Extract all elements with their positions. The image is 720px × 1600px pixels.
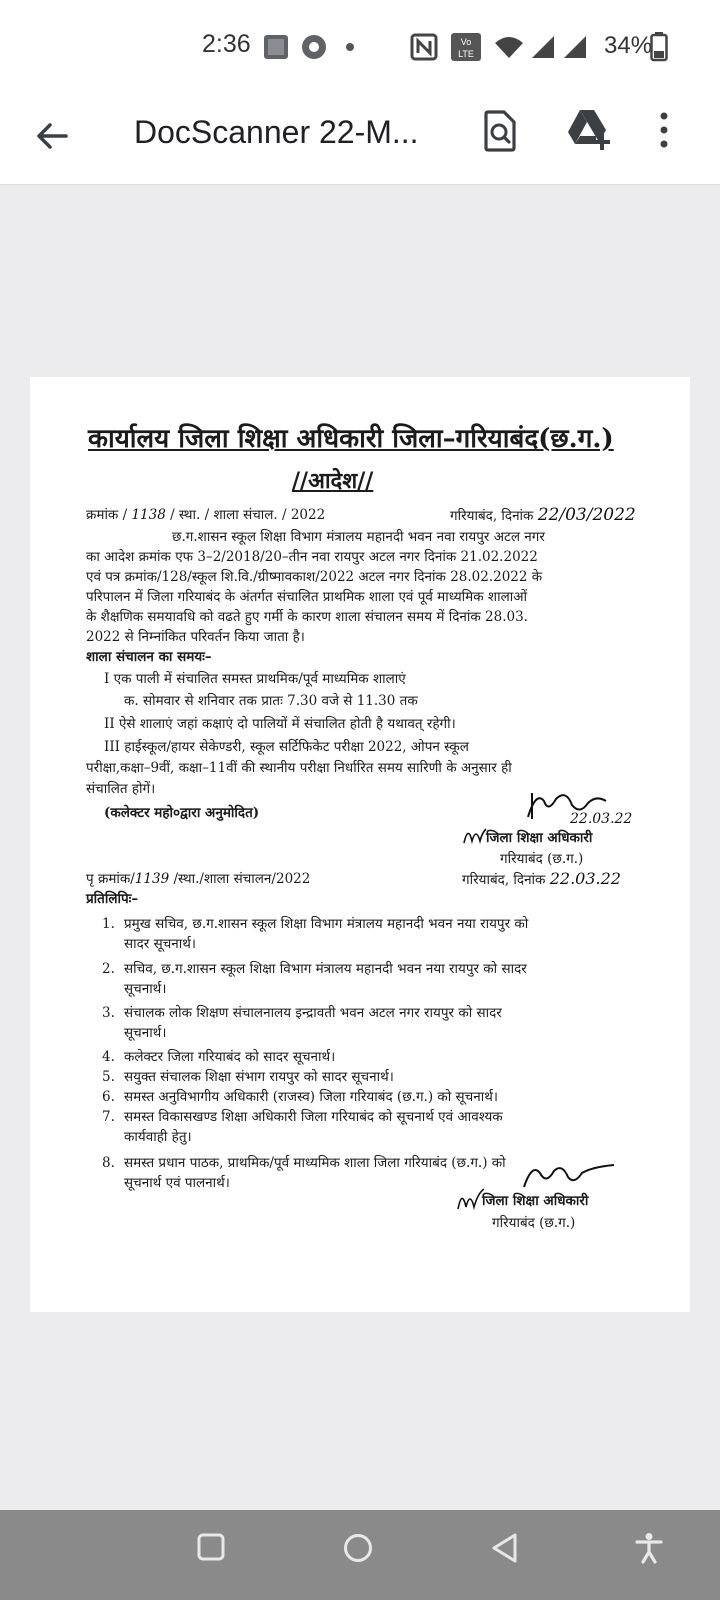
- order-number-handwritten: 1138: [131, 507, 166, 523]
- status-bar: [0, 0, 720, 96]
- timing-point-1: I एक पाली में संचालित समस्त प्राथमिक/पूर्व माध्यमिक शालाएं: [104, 671, 406, 687]
- copy-item-8-number: 8.: [102, 1155, 115, 1171]
- copy-item-2-line-2: सूचनार्थ।: [124, 981, 167, 997]
- timing-point-3-line-1: III हाईस्कूल/हायर सेकेण्डरी, स्कूल सर्टिफिकेट परीक्षा 2022, ओपन स्कूल: [104, 739, 469, 755]
- copy-item-1-number: 1.: [102, 916, 115, 932]
- copy-item-5-line-1: सयुक्त संचालक शिक्षा संभाग रायपुर को सादर सूचनार्थ।: [124, 1069, 394, 1085]
- svg-text:LTE: LTE: [458, 49, 474, 59]
- signature-2-title: जिला शिक्षा अधिकारी: [482, 1193, 589, 1209]
- status-time: 2:36: [202, 30, 251, 58]
- para-line-2: का आदेश क्रमांक एफ 3–2/2018/20–तीन नवा रायपुर अटल नगर दिनांक 21.02.2022: [86, 549, 538, 565]
- timing-heading: शाला संचालन का समयः–: [86, 649, 212, 665]
- timing-point-1a: क. सोमवार से शनिवार तक प्रातः 7.30 वजे से 11.30 तक: [124, 693, 418, 709]
- gallery-notification-icon: [262, 33, 290, 61]
- para-line-5: के शैक्षणिक समयावधि को वढते हुए गर्मी के कारण शाला संचालन समय में दिनांक 28.03.: [86, 609, 528, 625]
- system-navigation-bar: [0, 1510, 720, 1600]
- copy-item-5-number: 5.: [102, 1069, 115, 1085]
- para-line-3: एवं पत्र क्रमांक/128/स्कूल शि.वि./ग्रीष्मावकाश/2022 अटल नगर दिनांक 28.02.2022 के: [86, 569, 543, 585]
- document-page: [30, 377, 690, 1312]
- collector-approval-note: (कलेक्टर महो०द्वारा अनुमोदित): [104, 805, 260, 821]
- copy-date-line: [462, 869, 621, 888]
- copy-item-3-line-2: सूचनार्थ।: [124, 1025, 167, 1041]
- svg-text:Vo: Vo: [460, 37, 472, 47]
- copy-item-4-number: 4.: [102, 1049, 115, 1065]
- copy-item-8-line-1: समस्त प्रधान पाठक, प्राथमिक/पूर्व माध्यमिक शाला जिला गरियाबंद (छ.ग.) को: [124, 1155, 506, 1171]
- copy-date-handwritten: 22.03.22: [549, 869, 621, 888]
- document-subheading: //आदेश//: [292, 468, 374, 494]
- signature-1-title: जिला शिक्षा अधिकारी: [486, 830, 593, 846]
- signature-1-place: गरियाबंद (छ.ग.): [500, 851, 584, 867]
- copy-item-1-line-2: सादर सूचनार्थ।: [124, 936, 197, 952]
- battery-percent: 34%: [604, 32, 653, 59]
- app-toolbar: [0, 96, 720, 185]
- nfc-icon: [410, 33, 438, 61]
- battery-icon: [650, 32, 668, 62]
- order-number-label: क्रमांक /: [86, 507, 132, 523]
- copy-number-label: पृ क्रमांक/: [86, 871, 135, 887]
- copy-item-3-line-1: संचालक लोक शिक्षण संचालनालय इन्द्रावती भवन अटल नगर रायपुर को सादर: [124, 1005, 502, 1021]
- more-options-icon[interactable]: [656, 110, 672, 150]
- para-line-1: छ.ग.शासन स्कूल शिक्षा विभाग मंत्रालय महानदी भवन नवा रायपुर अटल नगर: [172, 529, 545, 545]
- find-in-document-icon[interactable]: [482, 110, 518, 152]
- signal-icon-2: [562, 34, 588, 60]
- para-line-6: 2022 से निम्नांकित परिवर्तन किया जाता है।: [86, 629, 305, 645]
- copy-item-2-line-1: सचिव, छ.ग.शासन स्कूल शिक्षा विभाग मंत्रालय महानदी भवन नया रायपुर को सादर: [124, 961, 527, 977]
- copy-item-6-number: 6.: [102, 1089, 115, 1105]
- copy-item-2-number: 2.: [102, 961, 115, 977]
- signature-2-place: गरियाबंद (छ.ग.): [492, 1215, 576, 1231]
- order-date-line: [450, 505, 636, 525]
- save-to-drive-icon[interactable]: [566, 108, 612, 150]
- recent-apps-icon[interactable]: [196, 1532, 226, 1562]
- copy-item-7-number: 7.: [102, 1109, 115, 1125]
- copy-heading: प्रतिलिपिः–: [86, 891, 139, 907]
- signature-1-date-handwritten: 22.03.22: [570, 811, 633, 827]
- copy-item-6-line-1: समस्त अनुविभागीय अधिकारी (राजस्व) जिला गरियाबंद (छ.ग.) को सूचनार्थ।: [124, 1089, 498, 1105]
- document-heading: कार्यालय जिला शिक्षा अधिकारी जिला–गरियाबंद(छ.ग.): [88, 424, 614, 454]
- copy-item-8-line-2: सूचनार्थ एवं पालनार्थ।: [124, 1175, 230, 1191]
- copy-item-7-line-1: समस्त विकासखण्ड शिक्षा अधिकारी जिला गरियाबंद को सूचनार्थ एवं आवश्यक: [124, 1109, 503, 1125]
- accessibility-icon[interactable]: [634, 1532, 664, 1564]
- copy-item-1-line-1: प्रमुख सचिव, छ.ग.शासन स्कूल शिक्षा विभाग मंत्रालय महानदी भवन नया रायपुर को: [124, 916, 529, 932]
- signature-image-2: [518, 1159, 618, 1195]
- document-title: DocScanner 22-M...: [134, 114, 419, 150]
- copy-item-3-number: 3.: [102, 1005, 115, 1021]
- timing-point-3-line-2: परीक्षा,कक्षा–9वीं, कक्षा–11वीं की स्थानीय परीक्षा निर्धारित समय सारिणी के अनुसार ही: [86, 760, 512, 776]
- copy-number-rest: /स्था./शाला संचालन/2022: [169, 871, 311, 887]
- copy-number-handwritten: 1139: [134, 871, 170, 887]
- more-notifications-dot-icon: [345, 42, 355, 52]
- back-icon[interactable]: [490, 1532, 520, 1564]
- order-number-line: [86, 505, 325, 523]
- copy-date-label: गरियाबंद, दिनांक: [462, 872, 546, 888]
- order-date-label: गरियाबंद, दिनांक: [450, 508, 534, 524]
- home-icon[interactable]: [342, 1532, 374, 1564]
- initials-mark-1: [462, 823, 488, 847]
- copy-item-4-line-1: कलेक्टर जिला गरियाबंद को सादर सूचनार्थ।: [124, 1049, 336, 1065]
- copy-item-7-line-2: कार्यवाही हेतु।: [124, 1129, 192, 1145]
- back-arrow-icon[interactable]: [34, 118, 70, 154]
- order-number-rest: / स्था. / शाला संचाल. / 2022: [165, 507, 326, 523]
- para-line-4: परिपालन में जिला गरियाबंद के अंतर्गत संचालित प्राथमिक शाला एवं पूर्व माध्यमिक शालाओं: [86, 589, 528, 605]
- order-date-handwritten: 22/03/2022: [537, 505, 636, 525]
- wifi-icon: [494, 35, 524, 59]
- signal-icon-1: [530, 34, 556, 60]
- copy-number-line: [86, 869, 310, 887]
- volte-icon: [450, 32, 482, 62]
- chrome-notification-icon: [300, 33, 328, 61]
- timing-point-2: II ऐसे शालाएं जहां कक्षाएं दो पालियों में संचालित होती है यथावत् रहेगी।: [104, 716, 456, 732]
- timing-point-3-line-3: संचालित होगें।: [86, 781, 156, 797]
